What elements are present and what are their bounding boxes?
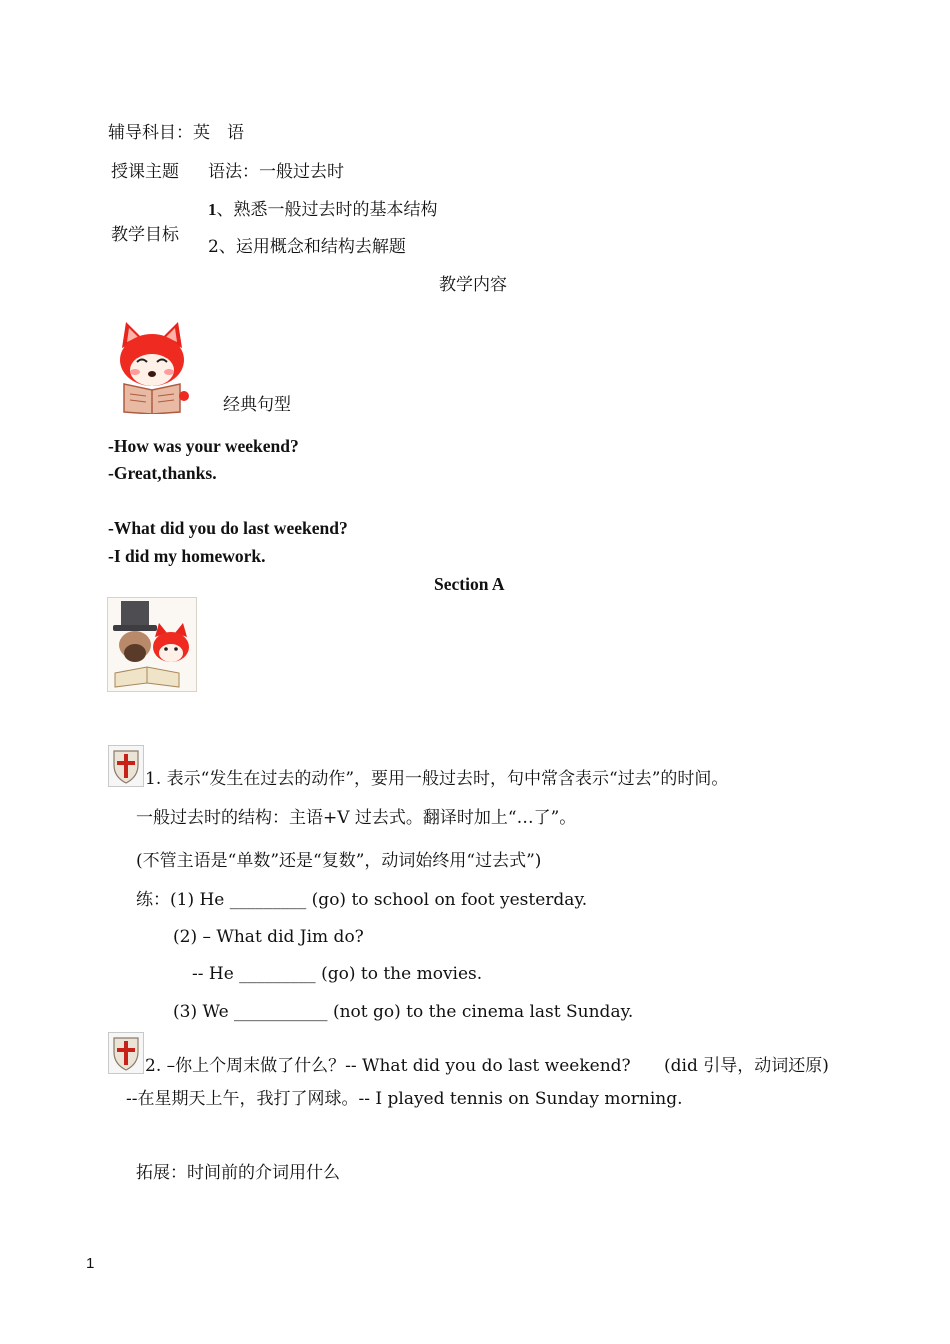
rule-2-line-2: --在星期天上午，我打了网球。-- I played tennis on Sunday morning. <box>126 1089 683 1109</box>
shield-cross-icon <box>108 1032 144 1074</box>
topic-label: 授课主题 <box>111 162 179 182</box>
classic-line: -What did you do last weekend? <box>108 518 348 538</box>
shield-cross-icon <box>108 745 144 787</box>
rule-2-note: (did 引导，动词还原) <box>664 1056 829 1076</box>
goal-2: 2、运用概念和结构去解题 <box>208 237 406 257</box>
rule-1-line-2: 一般过去时的结构：主语+V 过去式。翻译时加上“…了”。 <box>136 808 577 828</box>
subject-line: 辅导科目：英 语 <box>108 123 244 143</box>
content-title: 教学内容 <box>439 275 507 295</box>
exercise-2-answer: -- He _________ (go) to the movies. <box>192 964 483 984</box>
goal-1 <box>208 200 438 220</box>
rule-1-line-1: 1. 表示“发生在过去的动作”，要用一般过去时，句中常含表示“过去”的时间。 <box>145 769 729 789</box>
goal-label: 教学目标 <box>111 225 179 245</box>
section-a-title: Section A <box>434 574 505 594</box>
rule-1-line-3: (不管主语是“单数”还是“复数”，动词始终用“过去式”) <box>136 851 542 871</box>
classic-heading: 经典句型 <box>223 395 291 415</box>
rule-2-line-1: 2. –你上个周末做了什么？-- What did you do last weekend? <box>145 1056 631 1076</box>
goal-1-text: 、熟悉一般过去时的基本结构 <box>216 200 438 220</box>
extension-line: 拓展：时间前的介词用什么 <box>136 1163 340 1183</box>
exercise-1: 练：(1) He _________ (go) to school on foot yesterday. <box>136 890 588 910</box>
exercise-2: (2) – What did Jim do? <box>173 927 364 947</box>
exercise-3: (3) We ___________ (not go) to the cinema last Sunday. <box>173 1002 634 1022</box>
classic-line: -I did my homework. <box>108 546 266 566</box>
classic-line: -Great,thanks. <box>108 463 217 483</box>
fox-reading-icon <box>112 318 192 414</box>
classic-line: -How was your weekend? <box>108 436 299 456</box>
topic-value: 语法：一般过去时 <box>208 162 344 182</box>
page-number: 1 <box>86 1255 95 1272</box>
goal-1-number: 1 <box>208 200 217 219</box>
fox-with-teacher-icon <box>107 597 197 692</box>
